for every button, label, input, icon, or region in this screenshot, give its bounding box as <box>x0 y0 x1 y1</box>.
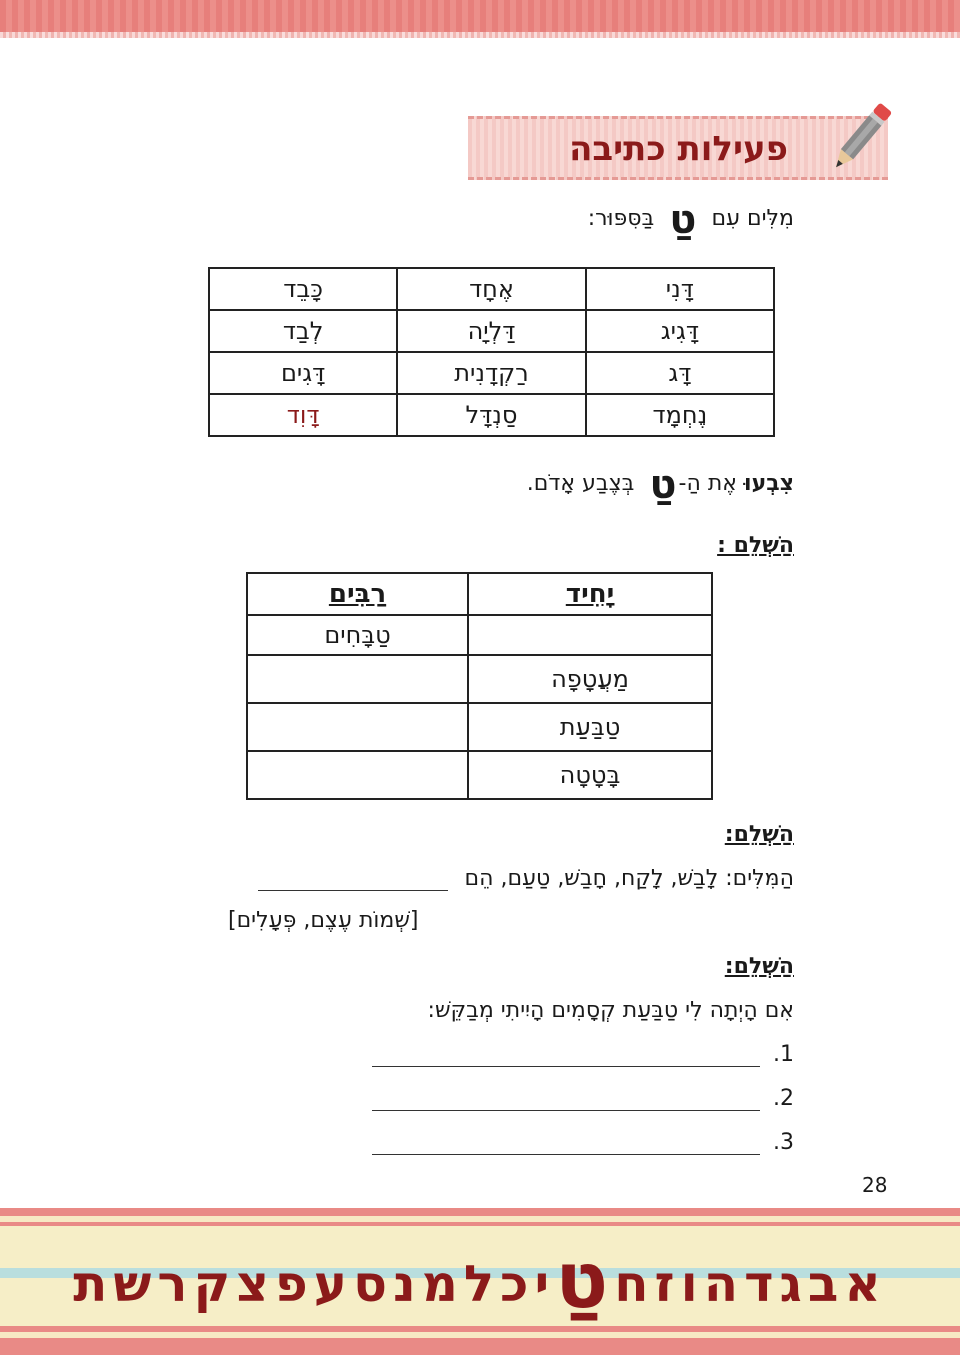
table-cell: דָּוִד <box>209 394 397 436</box>
answer-blank[interactable] <box>372 1133 760 1155</box>
plural-cell[interactable]: טַבָּחִים <box>247 615 468 655</box>
singular-cell[interactable]: בָּטָטָה <box>468 751 712 799</box>
table-cell: דָּגִים <box>209 352 397 394</box>
pencil-icon <box>826 96 896 176</box>
plural-cell[interactable] <box>247 703 468 751</box>
table-cell: דָּג <box>586 352 774 394</box>
tet-letter: טַ <box>669 197 697 243</box>
list-item <box>372 1042 794 1067</box>
table-row <box>209 352 774 394</box>
plural-cell[interactable] <box>247 751 468 799</box>
tet-letter: טַ <box>649 462 677 508</box>
table-row <box>247 615 712 655</box>
section-heading: הַשְׁלֵם: <box>724 822 794 847</box>
table-cell: נֶחְמָד <box>586 394 774 436</box>
table-row <box>247 751 712 799</box>
list-number: 3. <box>773 1130 794 1155</box>
page-title: פעילות כתיבה <box>569 129 788 169</box>
intro-after: בַּסִּפּוּר: <box>587 206 655 231</box>
list-number: 2. <box>773 1086 794 1111</box>
page-number: 28 <box>862 1173 888 1197</box>
list-item <box>372 1130 794 1155</box>
table-row <box>209 310 774 352</box>
wish-prompt: אִם הָיְתָה לִי טַבַּעַת קְסָמִים הָיִיתִי מְבַקֵּשׁ: <box>427 998 794 1023</box>
alphabet-letters-right: אבגדהוזח <box>614 1255 887 1313</box>
answer-blank[interactable] <box>372 1089 760 1111</box>
list-number: 1. <box>773 1042 794 1067</box>
table-cell: רַקְדָנִית <box>397 352 585 394</box>
table-row <box>247 655 712 703</box>
alphabet-highlight-letter: טַ <box>555 1236 615 1326</box>
table-cell: סַנְדָּל <box>397 394 585 436</box>
plural-cell[interactable] <box>247 655 468 703</box>
instruction-text-a: אֶת הַ- <box>678 471 738 496</box>
instruction-bold-word: צִבְעוּ <box>744 471 794 496</box>
table-cell: לְבַד <box>209 310 397 352</box>
singular-cell[interactable]: מַעֲטָפָה <box>468 655 712 703</box>
options-text: [שְׁמוֹת עֶצֶם, פְּעָלִים] <box>228 908 419 933</box>
section-heading: הַשְׁלֵם: <box>724 954 794 979</box>
instruction-text-b: בְּצֶבַע אָדֹם. <box>526 471 635 496</box>
table-cell: דָּגִיג <box>586 310 774 352</box>
table-row <box>209 394 774 436</box>
table-header-row <box>247 573 712 615</box>
section-heading: הַשְׁלֵם : <box>717 533 794 558</box>
list-item <box>372 1086 794 1111</box>
singular-plural-table <box>246 572 713 800</box>
singular-cell[interactable]: טַבַּעַת <box>468 703 712 751</box>
table-cell: כָּבֵד <box>209 268 397 310</box>
words-table <box>208 267 775 437</box>
fill-sentence <box>258 866 794 891</box>
table-cell: דַּלְיָה <box>397 310 585 352</box>
alphabet-strip <box>0 1236 960 1326</box>
column-header-singular: יָחִיד <box>468 573 712 615</box>
color-instruction <box>526 462 794 508</box>
top-decorative-band <box>0 0 960 38</box>
answer-blank[interactable] <box>258 869 448 891</box>
answer-blank[interactable] <box>372 1045 760 1067</box>
words-intro <box>587 197 794 243</box>
title-banner <box>468 116 888 180</box>
intro-before: מִלִּים עִם <box>711 206 794 231</box>
table-row <box>209 268 774 310</box>
column-header-plural: רַבִּים <box>247 573 468 615</box>
table-row <box>247 703 712 751</box>
table-cell: אֶחָד <box>397 268 585 310</box>
table-cell: דָּנִי <box>586 268 774 310</box>
alphabet-letters-left: יכלמנסעפצקרשת <box>73 1255 556 1313</box>
singular-cell[interactable] <box>468 615 712 655</box>
fill-sentence-text: הַמִּלִּים: לָבַשׁ, לָקַח, חָבַשׁ, טַעַם, הֵם <box>464 866 794 891</box>
